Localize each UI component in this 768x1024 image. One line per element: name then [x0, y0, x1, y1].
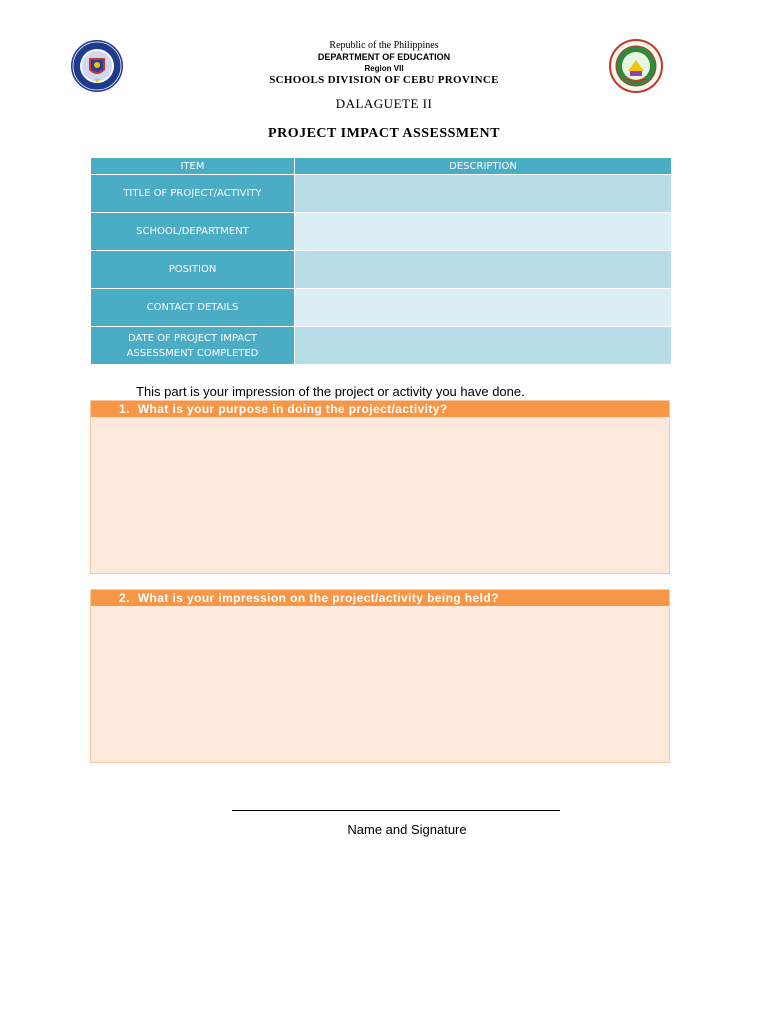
- header-district: DALAGUETE II: [335, 96, 433, 111]
- item-cell: [91, 327, 295, 365]
- description-field[interactable]: [295, 213, 672, 251]
- table-row: [91, 289, 672, 327]
- header-region: Region VII: [364, 64, 404, 73]
- question-2-box: [90, 589, 670, 763]
- question-2-answer-area[interactable]: [91, 606, 669, 763]
- question-number: 2.: [119, 591, 130, 605]
- column-header-item: ITEM: [91, 158, 295, 175]
- question-number: 1.: [119, 402, 130, 416]
- table-row: [91, 327, 672, 365]
- description-field[interactable]: [295, 327, 672, 365]
- table-row: [91, 251, 672, 289]
- header-division: SCHOOLS DIVISION OF CEBU PROVINCE: [269, 74, 499, 86]
- question-text: What is your purpose in doing the project/activity?: [137, 402, 448, 416]
- question-1-header: [91, 401, 669, 417]
- header-department: DEPARTMENT OF EDUCATION: [317, 52, 451, 62]
- question-2-header: [91, 590, 669, 606]
- signature-line[interactable]: [232, 810, 560, 811]
- description-field[interactable]: [295, 251, 672, 289]
- question-text: What is your impression on the project/activity being held?: [137, 591, 499, 605]
- question-1-answer-area[interactable]: [91, 417, 669, 574]
- item-cell: TITLE OF PROJECT/ACTIVITY: [91, 175, 295, 213]
- item-cell-line: DATE OF PROJECT IMPACT: [127, 332, 258, 344]
- item-cell-line: ASSESSMENT COMPLETED: [126, 347, 259, 359]
- description-field[interactable]: [295, 175, 672, 213]
- document-title: PROJECT IMPACT ASSESSMENT: [268, 126, 500, 141]
- header-republic: Republic of the Philippines: [329, 40, 439, 51]
- table-row: [91, 175, 672, 213]
- question-1-box: [90, 400, 670, 574]
- table-row: [91, 213, 672, 251]
- column-header-description: DESCRIPTION: [295, 158, 672, 175]
- table-header-row: [91, 158, 672, 175]
- item-cell: CONTACT DETAILS: [91, 289, 295, 327]
- signature-label: Name and Signature: [347, 822, 467, 837]
- item-cell: POSITION: [91, 251, 295, 289]
- item-cell: SCHOOL/DEPARTMENT: [91, 213, 295, 251]
- impression-intro-text: This part is your impression of the project or activity you have done.: [136, 384, 525, 399]
- description-field[interactable]: [295, 289, 672, 327]
- project-info-table: [90, 157, 672, 365]
